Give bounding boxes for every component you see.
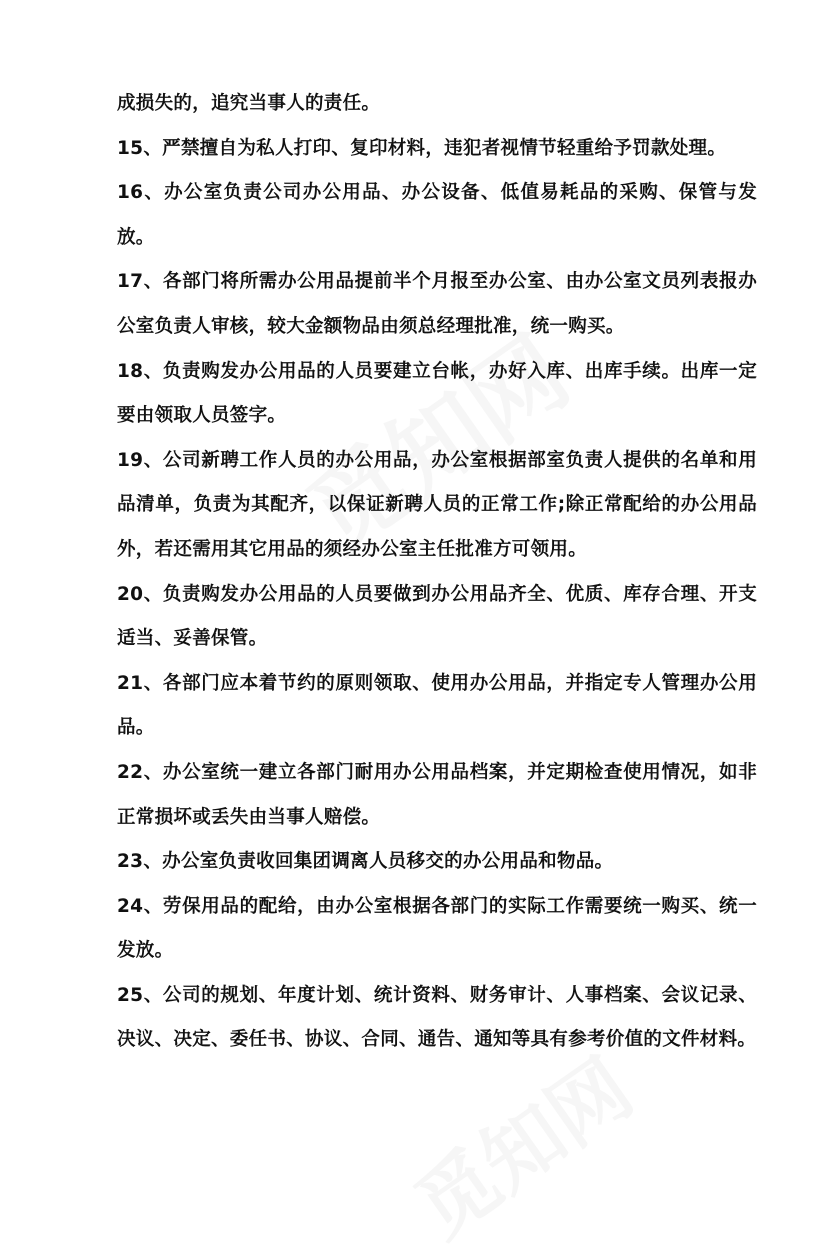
paragraph-item-16: 16、办公室负责公司办公用品、办公设备、低值易耗品的采购、保管与发放。 <box>117 182 757 248</box>
paragraph-item-21: 21、各部门应本着节约的原则领取、使用办公用品，并指定专人管理办公用品。 <box>117 672 757 739</box>
paragraph-item-23: 23、办公室负责收回集团调离人员移交的办公用品和物品。 <box>117 851 614 873</box>
paragraph-item-24: 24、劳保用品的配给，由办公室根据各部门的实际工作需要统一购买、统一发放。 <box>117 895 757 962</box>
paragraph-item-25: 25、公司的规划、年度计划、统计资料、财务审计、人事档案、会议记录、决议、决定、委任书、协议、合同、通告、通知等具有参考价值的文件材料。 <box>117 984 757 1051</box>
paragraph-item-19: 19、公司新聘工作人员的办公用品，办公室根据部室负责人提供的名单和用品清单，负责为其配齐，以保证新聘人员的正常工作;除正常配给的办公用品外，若还需用其它用品的须经办公室主任批准方可领用。 <box>117 449 757 560</box>
paragraph-continuation: 成损失的，追究当事人的责任。 <box>117 93 381 114</box>
paragraph-item-15: 15、严禁擅自为私人打印、复印材料，违犯者视情节轻重给予罚款处理。 <box>117 137 727 159</box>
paragraph-item-20: 20、负责购发办公用品的人员要做到办公用品齐全、优质、库存合理、开支适当、妥善保管。 <box>117 583 757 650</box>
document-body <box>117 82 757 1063</box>
paragraph-item-22: 22、办公室统一建立各部门耐用办公用品档案，并定期检查使用情况，如非正常损坏或丢失由当事人赔偿。 <box>117 761 757 828</box>
paragraph-item-18: 18、负责购发办公用品的人员要建立台帐，办好入库、出库手续。出库一定要由领取人员签字。 <box>117 360 757 427</box>
paragraph-item-17: 17、各部门将所需办公用品提前半个月报至办公室、由办公室文员列表报办公室负责人审核，较大金额物品由须总经理批准，统一购买。 <box>117 271 757 337</box>
